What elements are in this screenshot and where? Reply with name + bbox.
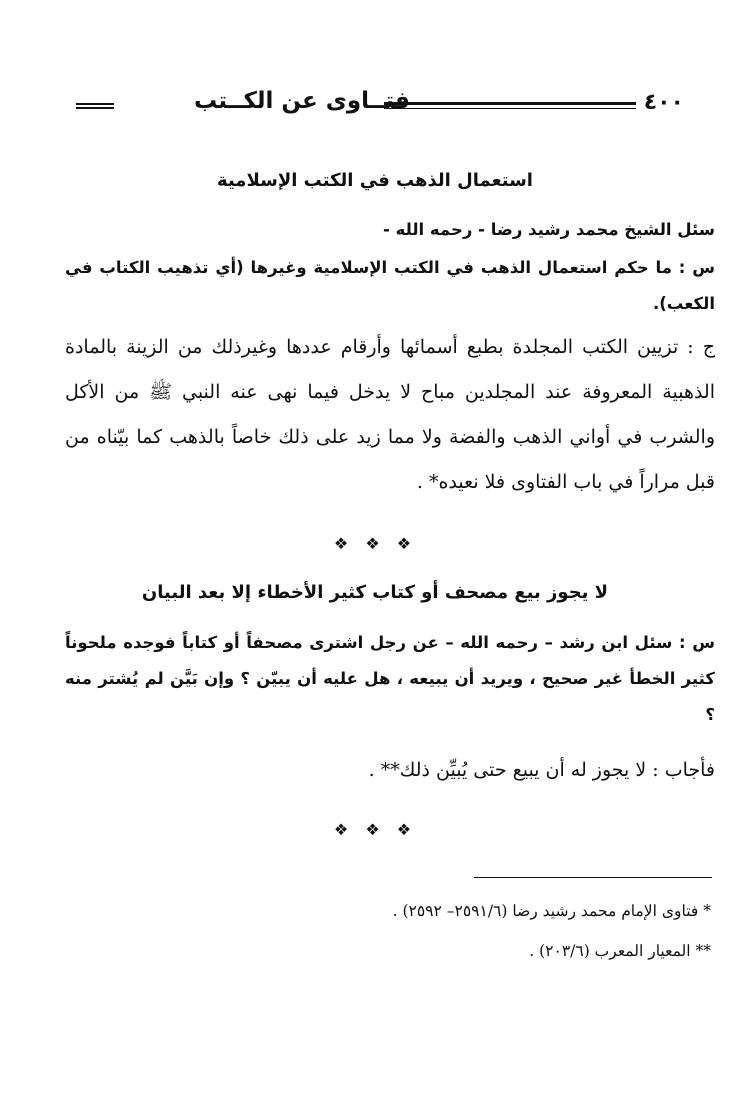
footnote-rule (474, 877, 712, 878)
answer-gold-in-books: ج : تزيين الكتب المجلدة بطبع أسمائها وأرقام عددها وغيرذلك من الزينة بالمادة الذهبية المعروفة عند المجلدين مباح لا يدخل فيما نهى عنه النبي ﷺ من الأكل والشرب في أواني الذهب والفضة ولا مما زيد على ذلك خاصاً بالذهب كما بيّناه من قبل مراراً في باب الفتاوى فلا نعيده* . (65, 336, 715, 493)
footnote-1: * فتاوى الإمام محمد رشيد رضا (٢٥٩١/٦– ٢٥٩٢) . (392, 902, 711, 920)
section-separator-2: ❖ ❖ ❖ (333, 820, 418, 839)
footnote-2: ** المعيار المعرب (٢٠٣/٦) . (529, 942, 711, 960)
header-rule-left (76, 103, 114, 109)
header-rule-right (384, 102, 636, 109)
running-title: فتــاوى عن الكــتب (194, 88, 410, 114)
asker-line: سئل الشيخ محمد رشيد رضا - رحمه الله - (383, 220, 715, 239)
section-separator-1: ❖ ❖ ❖ (333, 534, 418, 553)
answer-selling-flawed-books: فأجاب : لا يجوز له أن يبيع حتى يُبيِّن ذلك** . (368, 759, 715, 781)
section-title-selling-flawed-books: لا يجوز بيع مصحف أو كتاب كثير الأخطاء إلا بعد البيان (141, 582, 609, 603)
page-number: ٤٠٠ (643, 90, 684, 115)
section-title-gold-in-books: استعمال الذهب في الكتب الإسلامية (217, 170, 533, 191)
question-gold-in-books: س : ما حكم استعمال الذهب في الكتب الإسلامية وغيرها (أي تذهيب الكتاب في الكعب). (65, 258, 715, 313)
running-header (76, 88, 684, 122)
question-selling-flawed-books: س : سئل ابن رشد – رحمه الله – عن رجل اشترى مصحفاً أو كتاباً فوجده ملحوناً كثير الخطأ غير صحيح ، ويريد أن يبيعه ، هل عليه أن يبيّن ؟ وإن بَيَّن لم يُشتر منه ؟ (65, 633, 715, 724)
